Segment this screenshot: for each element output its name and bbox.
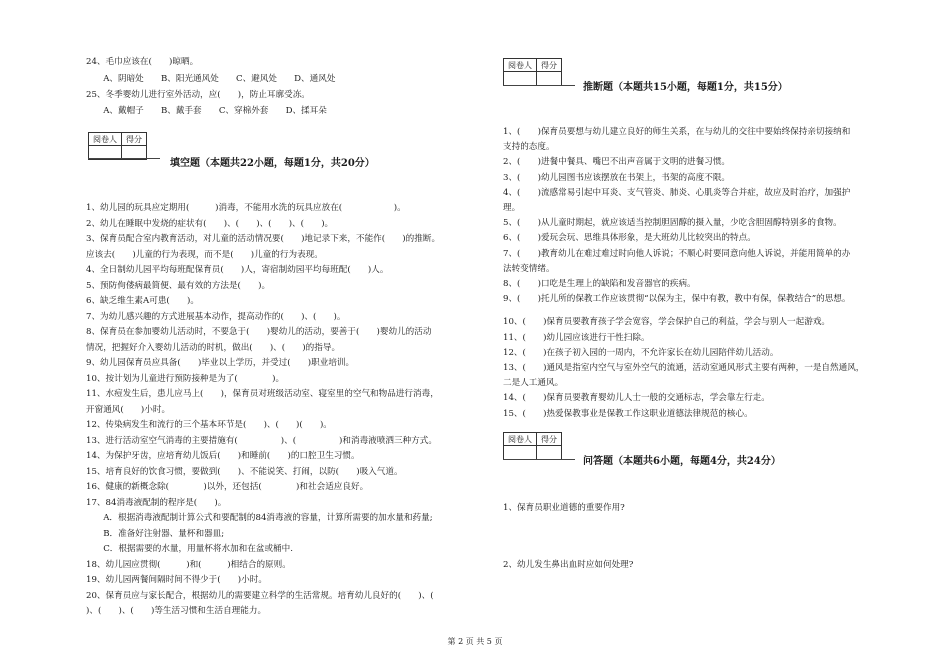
- section-divider: [88, 158, 160, 159]
- qa-section-title: 问答题（本题共6小题，每题4分，共24分）: [583, 456, 781, 467]
- reviewer-cell: [504, 72, 537, 86]
- question-24-options: A、阴暗处 B、阳光通风处 C、避风处 D、通风处: [86, 74, 336, 84]
- question-line: 11、( )幼儿园应该进行干性扫除。: [503, 332, 650, 343]
- question-line: 15、( )热爱保教事业是保教工作这职业道德法律规范的核心。: [503, 408, 753, 419]
- question-line: 17、84消毒液配制的程序是( )。: [86, 497, 227, 508]
- score-label: 得分: [122, 133, 147, 146]
- question-line: 19、幼儿园两餐间隔时间不得少于( )小时。: [86, 575, 267, 585]
- section-divider: [503, 85, 575, 86]
- question-line: 14、为保护牙齿，应培育幼儿饭后( )和睡前( )的口腔卫生习惯。: [86, 451, 360, 461]
- qa-question-1: 1、保育员职业道德的重要作用?: [503, 503, 625, 513]
- question-line: 14、( )保育员要教育婴幼儿人士一般的交通标志，学会靠左行走。: [503, 393, 770, 404]
- question-line: 1、幼儿园的玩具应定期用( )消毒，不能用水洗的玩具应放在( )。: [86, 203, 406, 213]
- question-line: C．根据需要的水量，用量杯将水加和在盆或桶中.: [86, 544, 293, 554]
- question-line: 6、( )爱玩会玩、思维具体形象，是大班幼儿比较突出的特点。: [503, 233, 756, 244]
- section-divider: [503, 459, 575, 460]
- question-line: 8、保育员在参加婴幼儿活动时，不要急于( )婴幼儿的活动，要善于( )婴幼儿的活动: [86, 327, 432, 337]
- reviewer-cell: [504, 446, 537, 460]
- qa-question-2: 2、幼儿发生鼻出血时应如何处理?: [503, 560, 634, 570]
- question-line: 10、( )保育员要教育孩子学会宽容，学会保护自己的利益，学会与别人一起游戏。: [503, 317, 831, 328]
- question-line: 7、为幼儿感兴趣的方式进展基本动作，提高动作的( )、( )。: [86, 311, 346, 322]
- question-line: 法转变情绪。: [503, 263, 555, 274]
- question-line: 15、培育良好的饮食习惯，要做到( )、不能说笑、打闹，以防( )吸入气道。: [86, 466, 403, 477]
- question-line: 18、幼儿园应贯彻( )和( )相结合的原则。: [86, 559, 291, 570]
- question-line: 12、( )在孩子初入园的一周内，不允许家长在幼儿园陪伴幼儿活动。: [503, 347, 779, 358]
- question-line: A．根据消毒液配制计算公式和要配制的84消毒液的容量，计算所需要的加水量和药量;: [86, 513, 433, 523]
- question-line: 10、按计划为儿童进行预防接种是为了( )。: [86, 373, 285, 384]
- reviewer-label: 阅卷人: [89, 133, 122, 146]
- question-line: 8、( )口吃是生理上的缺陷和发音器官的疾病。: [503, 279, 696, 289]
- score-box-qa: [503, 432, 562, 460]
- question-line: 3、( )幼儿园图书应该摆放在书架上，书架的高度不限。: [503, 172, 731, 183]
- question-line: 支持的态度。: [503, 142, 555, 153]
- reviewer-label: 阅卷人: [504, 433, 537, 446]
- question-line: 20、保育员应与家长配合，根据幼儿的需要建立科学的生活常规。培育幼儿良好的( )、(: [86, 590, 451, 601]
- question-line: 情况，把握好介入婴幼儿活动的时机，做出( )、( )的指导。: [86, 342, 341, 353]
- question-25-options: A、戴帽子 B、戴手套 C、穿棉外套 D、揉耳朵: [86, 106, 327, 116]
- question-24: 24、毛巾应该在( )晾晒。: [86, 57, 199, 67]
- question-line: 5、( )从儿童时期起，就应该适当控制胆固醇的摄入量，少吃含胆固醇特别多的食物。: [503, 218, 842, 229]
- question-line: 13、进行活动室空气消毒的主要措施有( )、( )和消毒液喷洒三种方式。: [86, 435, 437, 446]
- fill-section-title: 填空题（本题共22小题，每题1分，共20分）: [170, 158, 375, 169]
- score-box-fill: [88, 132, 147, 160]
- question-line: 13、( )通风是指室内空气与室外空气的流通，活动室通风形式主要有两种，一是自然通风，: [503, 363, 865, 373]
- question-line: 应该去( )儿童的行为表现，而不是( )儿童的行为表现。: [86, 249, 323, 260]
- score-cell: [537, 72, 562, 86]
- question-line: 2、( )进餐中餐具、嘴巴不出声音属于文明的进餐习惯。: [503, 157, 731, 168]
- score-cell: [537, 446, 562, 460]
- question-line: 11、水痘发生后，患儿应马上( )，保育员对班级活动室、寝室里的空气和物品进行消毒，: [86, 389, 439, 399]
- question-line: 7、( )教育幼儿在难过难过时向他人诉说；不顺心时要同意向他人诉说，并能用简单的办: [503, 248, 851, 259]
- question-25: 25、冬季婴幼儿进行室外活动，应( )，防止耳廓受冻。: [86, 90, 310, 100]
- page-footer: 第 2 页 共 5 页: [447, 637, 503, 646]
- question-line: 12、传染病发生和流行的三个基本环节是( )、( )( )。: [86, 420, 332, 430]
- question-line: 9、幼儿园保育员应具备( )毕业以上学历，并受过( )职业培训。: [86, 358, 355, 368]
- question-line: )、( )、( )等生活习惯和生活自理能力。: [86, 606, 267, 616]
- question-line: 2、幼儿在睡眠中发烧的症状有( )、( )、( )、( )。: [86, 218, 334, 229]
- question-line: 9、( )托儿所的保教工作应该贯彻“以保为主，保中有教，教中有保，保教结合”的思想。: [503, 294, 851, 305]
- question-line: 3、保育员配合室内教育活动，对儿童的活动情况要( )地记录下来，不能作( )的推断。: [86, 234, 441, 244]
- question-line: 6、缺乏维生素A可患( )。: [86, 296, 199, 306]
- question-line: 1、( )保育员要想与幼儿建立良好的师生关系，在与幼儿的交往中要始终保持亲切接纳和: [503, 127, 851, 137]
- score-box-judge: [503, 58, 562, 86]
- question-line: 16、健康的新概念除( )以外，还包括( )和社会适应良好。: [86, 482, 369, 492]
- score-label: 得分: [537, 433, 562, 446]
- question-line: 二是人工通风。: [503, 378, 564, 389]
- score-label: 得分: [537, 59, 562, 72]
- question-line: 5、预防佝偻病最简便、最有效的方法是( )。: [86, 280, 271, 291]
- question-line: 4、全日制幼儿园平均每班配保育员( )人，寄宿制幼园平均每班配( )人。: [86, 265, 389, 275]
- question-line: 理。: [503, 203, 521, 213]
- judge-section-title: 推断题（本题共15小题，每题1分，共15分）: [583, 82, 788, 93]
- question-line: 4、( )流感常易引起中耳炎、支气管炎、肺炎、心肌炎等合并症，故应及时治疗，加强护: [503, 187, 851, 198]
- reviewer-label: 阅卷人: [504, 59, 537, 72]
- question-line: B．准备好注射器、量杯和器皿;: [86, 528, 225, 539]
- question-line: 开窗通风( )小时。: [86, 404, 171, 415]
